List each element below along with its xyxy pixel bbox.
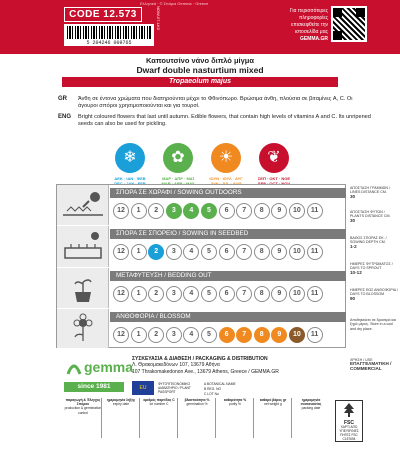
month-circle: 4: [183, 327, 199, 343]
divider: [215, 398, 216, 438]
sowing-outdoors-icon: [57, 185, 109, 225]
month-circle: 1: [131, 286, 147, 302]
spec-item: [64, 398, 102, 415]
month-circle: 6: [219, 203, 235, 219]
month-circle: 5: [201, 203, 217, 219]
address-line: Λ. Θρακομακεδόνων 107, 13679 Αθήνα: [132, 362, 220, 369]
spec-item: [292, 398, 330, 411]
divider: [139, 398, 140, 438]
row-title-seedbed: ΣΠΟΡΑ ΣΕ ΣΠΟΡΕΙΟ / SOWING IN SEEDBED: [110, 229, 346, 239]
brand-name: gemma: [84, 359, 134, 375]
spec-label-gr: ημερομηνία λήξης: [106, 398, 136, 402]
spec-label-en: lot number C: [149, 402, 169, 407]
month-row-blossom: [113, 327, 323, 343]
website-link[interactable]: GEMMA.GR: [299, 36, 328, 42]
header-band: [0, 0, 400, 54]
month-circle: 9: [271, 203, 287, 219]
company-address: [132, 356, 332, 375]
month-circle: 12: [113, 203, 129, 219]
month-circle: 12: [113, 327, 129, 343]
desc-text-eng: Bright coloured flowers that last until autumn. Edible flowers, that contain high levels of vitamins A and C. Its unripened seeds can also be used for pickling.: [78, 114, 371, 128]
month-circle: 9: [271, 327, 287, 343]
spec-item: [102, 398, 140, 406]
spec-label-gr: παραγωγή & Έλεγχος Σπόρου: [65, 398, 101, 407]
month-row-bedding-out: [113, 286, 323, 302]
month-circle: 11: [307, 203, 323, 219]
snowflake-icon: ❄: [115, 143, 145, 173]
month-circle: 8: [254, 244, 270, 260]
side-plants-distance: ΑΠΟΣΤΑΣΗ ΦΥΤΩΝ / PLANTS DISTANCE CM. 30: [350, 210, 391, 223]
side-storage-note: Αποθηκεύετε σε δροσερό και ξηρό μέρος. Store in a cool and dry place.: [350, 318, 397, 331]
month-circle: 1: [131, 244, 147, 260]
month-circle: 2: [148, 244, 164, 260]
product-title-english: Dwarf double nasturtium mixed: [136, 65, 264, 75]
month-circle: 12: [113, 244, 129, 260]
latin-name: Tropaeolum majus: [62, 77, 338, 87]
season-summer: [206, 143, 246, 186]
spec-label-gr: καθαρό βάρος gr: [259, 398, 287, 402]
side-lines-distance: ΑΠΟΣΤΑΣΗ ΓΡΑΜΜΩΝ / LINES DISTANCE CM. 30: [350, 186, 390, 199]
flower-icon: ✿: [163, 143, 193, 173]
month-circle: 3: [166, 203, 182, 219]
fsc-label: FSC: [344, 420, 354, 426]
product-code: CODE 12.573: [64, 7, 142, 22]
side-days-to-blossom: ΗΜΕΡΕΣ ΕΩΣ ΑΝΘΟΦΟΡΙΑ / DAYS TO BLOSSOM 90: [350, 288, 398, 301]
month-circle: 7: [236, 244, 252, 260]
fsc-badge: [335, 400, 363, 442]
month-circle: 1: [131, 327, 147, 343]
info-line: επισκεφθείτε την: [291, 22, 328, 28]
month-circle: 7: [236, 286, 252, 302]
divider: [253, 398, 254, 438]
spec-label-en: packing date: [301, 406, 321, 411]
month-circle: 11: [307, 244, 323, 260]
season-label-gr: ΔΕΚ · ΙΑΝ · ΦΕΒ: [114, 176, 146, 181]
divider: [291, 398, 292, 438]
row-title-blossom: ΑΝΘΟΦΟΡΙΑ / BLOSSOM: [110, 312, 346, 322]
info-line: πληροφορίες: [299, 15, 328, 21]
desc-text-gr: Άνθη σε έντονα χρώματα που διατηρούνται μέχρι το Φθινόπωρο. Βρώσιμα άνθη, πλούσια σε βιταμίνες A, C. Οι άγουροι σπόροι χρησιμοποιούνται και για τουρσί.: [78, 96, 353, 110]
spec-label-en: germination %: [186, 402, 208, 407]
side-use: ΧΡΗΣΗ / USE ΕΠΑΓΓΕΛΜΑΤΙΚΗ / COMMERCIAL: [350, 358, 392, 371]
address-line: 107 Thrakomakedonon Ave., 13679 Athens, Greece / GEMMA.GR: [132, 368, 279, 375]
spec-label-en: expiry date: [112, 402, 130, 407]
blossom-icon: [57, 309, 109, 348]
month-circle: 10: [289, 286, 305, 302]
address-line: ΣΥΣΚΕΥΑΣΙΑ & ΔΙΑΘΕΣΗ / PACKAGING & DISTRIBUTION: [132, 356, 268, 362]
month-circle: 7: [236, 203, 252, 219]
spec-item: [254, 398, 292, 406]
month-circle: 8: [254, 203, 270, 219]
month-circle: 8: [254, 286, 270, 302]
month-circle: 11: [307, 286, 323, 302]
season-label-gr: ΜΑΡ · ΑΠΡ · ΜΑΪ: [162, 176, 194, 181]
lot-no-label: C LOT No: [204, 392, 219, 396]
month-circle: 4: [183, 203, 199, 219]
month-row-seedbed: [113, 244, 323, 260]
eu-flag-icon: EU: [132, 381, 154, 395]
spec-item: [140, 398, 178, 406]
month-circle: 4: [183, 244, 199, 260]
qr-code-icon[interactable]: [331, 6, 367, 42]
month-circle: 3: [166, 244, 182, 260]
desc-lang-gr: GR: [58, 96, 67, 102]
vertical-code: NOW-07-LK0: [156, 6, 161, 30]
product-title-greek: Καπουτσίνο νάνο διπλό μίγμα: [145, 56, 255, 65]
spec-item: [178, 398, 216, 406]
divider: [177, 398, 178, 438]
seedbed-icon: [57, 226, 109, 267]
gemma-logo: [64, 354, 134, 380]
season-winter: [110, 143, 150, 186]
month-circle: 3: [166, 286, 182, 302]
month-circle: 2: [148, 286, 164, 302]
month-circle: 10: [289, 203, 305, 219]
month-circle: 12: [113, 286, 129, 302]
month-circle: 9: [271, 286, 287, 302]
season-spring: [158, 143, 198, 186]
barcode-bars: [67, 26, 151, 39]
info-line: ιστοσελίδα μας: [294, 29, 328, 35]
sun-icon: ☀: [211, 143, 241, 173]
bedding-out-icon: [57, 268, 109, 308]
month-circle: 6: [219, 244, 235, 260]
botanical-name-label: A BOTANICAL NAME: [204, 382, 236, 386]
month-circle: 10: [289, 244, 305, 260]
month-circle: 6: [219, 286, 235, 302]
info-text: [262, 8, 328, 43]
month-circle: 1: [131, 203, 147, 219]
barcode: [64, 24, 154, 46]
spec-label-en: purity %: [229, 402, 241, 407]
spec-label-en: net weight g: [264, 402, 282, 407]
season-autumn: [254, 143, 294, 186]
row-title-bedding-out: ΜΕΤΑΦΥΤΕΥΣΗ / BEDDING OUT: [110, 271, 346, 281]
header-small-print: Ελληνικά · © Σπόροι Gemma · Greece: [140, 1, 209, 6]
month-circle: 6: [219, 327, 235, 343]
month-circle: 2: [148, 327, 164, 343]
spec-item: [216, 398, 254, 406]
info-line: Για περισσότερες: [289, 8, 328, 14]
reg-no-label: B REG. NO: [204, 387, 222, 391]
month-circle: 8: [254, 327, 270, 343]
desc-lang-eng: ENG: [58, 114, 72, 120]
spec-label-gr: βλαστικότητα %: [184, 398, 210, 402]
barcode-digits: 5 204246 009765: [86, 40, 132, 46]
month-circle: 3: [166, 327, 182, 343]
spec-label-gr: αριθμός παρτίδας C: [143, 398, 175, 402]
season-label-gr: ΣΕΠ · ΟΚΤ · ΝΟΕ: [257, 176, 291, 181]
fsc-text: ΧΑΡΤΙ ΑΠΟ ΥΠΕΥΘΥΝΕΣ ΠΗΓΕΣ FSC C157694: [339, 425, 359, 441]
month-row-sowing-outdoors: [113, 203, 323, 219]
divider: [101, 398, 102, 438]
month-circle: 4: [183, 286, 199, 302]
spec-label-gr: καθαρότητα %: [223, 398, 247, 402]
sowing-calendar: [56, 184, 346, 348]
spec-label-en: production & germination control: [64, 406, 102, 415]
month-circle: 5: [201, 286, 217, 302]
row-title-sowing-outdoors: ΣΠΟΡΑ ΣΕ ΧΩΡΑΦΙ / SOWING OUTDOORS: [110, 188, 346, 198]
month-circle: 11: [307, 327, 323, 343]
leaf-icon: ❦: [259, 143, 289, 173]
season-label-gr: ΙΟΥΝ · ΙΟΥΛ · ΑΥΓ: [209, 176, 243, 181]
since-badge: since 1981: [64, 382, 124, 392]
spec-label-gr: ημερομηνία συσκευασίας: [300, 398, 322, 407]
month-circle: 9: [271, 244, 287, 260]
side-days-to-sprout: ΗΜΕΡΕΣ ΦΥΤΡΩΜΑΤΟΣ / DAYS TO SPROUT 10-12: [350, 262, 393, 275]
month-circle: 7: [236, 327, 252, 343]
month-circle: 2: [148, 203, 164, 219]
month-circle: 5: [201, 244, 217, 260]
side-sowing-depth: ΒΑΘΟΣ ΣΠΟΡΑΣ ΕΚ. / SOWING DEPTH CM. 1-2: [350, 236, 387, 249]
month-circle: 5: [201, 327, 217, 343]
month-circle: 10: [289, 327, 305, 343]
plant-passport-label: ΦΥΤΟΫΓΕΙΟΝΟΜΙΚΟ ΔΙΑΒΑΤΗΡΙΟ / PLANT PASSPORT: [158, 382, 191, 394]
